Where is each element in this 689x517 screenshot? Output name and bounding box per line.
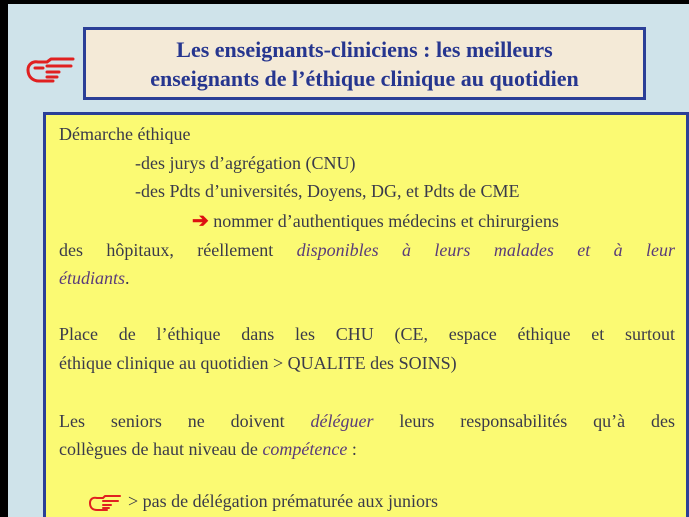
arrow-line-text: nommer d’authentiques médecins et chirurgiens [213, 211, 559, 231]
text-span: . [125, 268, 130, 288]
heading-demarche: Démarche éthique [59, 124, 191, 144]
text-span: collègues de haut niveau de [59, 439, 258, 459]
text-span: : [351, 439, 357, 459]
list-item: -des jurys d’agrégation (CNU) [135, 153, 356, 173]
text-span: des hôpitaux, réellement [59, 240, 274, 260]
italic-span: étudiants [59, 268, 125, 288]
bullet-text: > pas de délégation prématurée aux juniors [128, 491, 439, 511]
title-box [83, 27, 646, 100]
right-arrow-icon: ➔ [192, 210, 209, 232]
paragraph-line [59, 437, 357, 461]
content-box [43, 112, 689, 517]
pointing-hand-icon [88, 494, 122, 512]
arrow-line [192, 209, 676, 233]
pointing-hand-icon [25, 56, 77, 84]
title-line-2: enseignants de l’éthique clinique au quotidien [150, 65, 579, 91]
paragraph-line: Place de l’éthique dans les CHU (CE, espace éthique et surtout [59, 324, 675, 344]
paragraph-line: éthique clinique au quotidien > QUALITE des SOINS) [59, 353, 457, 373]
italic-span: compétence [262, 439, 348, 459]
text-span: leurs responsabilités qu’à des [399, 411, 675, 431]
list-item: -des Pdts d’universités, Doyens, DG, et Pdts de CME [135, 181, 520, 201]
paragraph-line [59, 409, 675, 433]
slide [8, 4, 689, 517]
title-line-1: Les enseignants-cliniciens : les meilleurs [176, 36, 553, 62]
text-span: Les seniors ne doivent [59, 411, 285, 431]
paragraph-line [59, 266, 130, 290]
italic-span: déléguer [310, 411, 374, 431]
italic-span: disponibles à leurs malades et à leur [296, 240, 675, 260]
paragraph-line [59, 238, 675, 262]
